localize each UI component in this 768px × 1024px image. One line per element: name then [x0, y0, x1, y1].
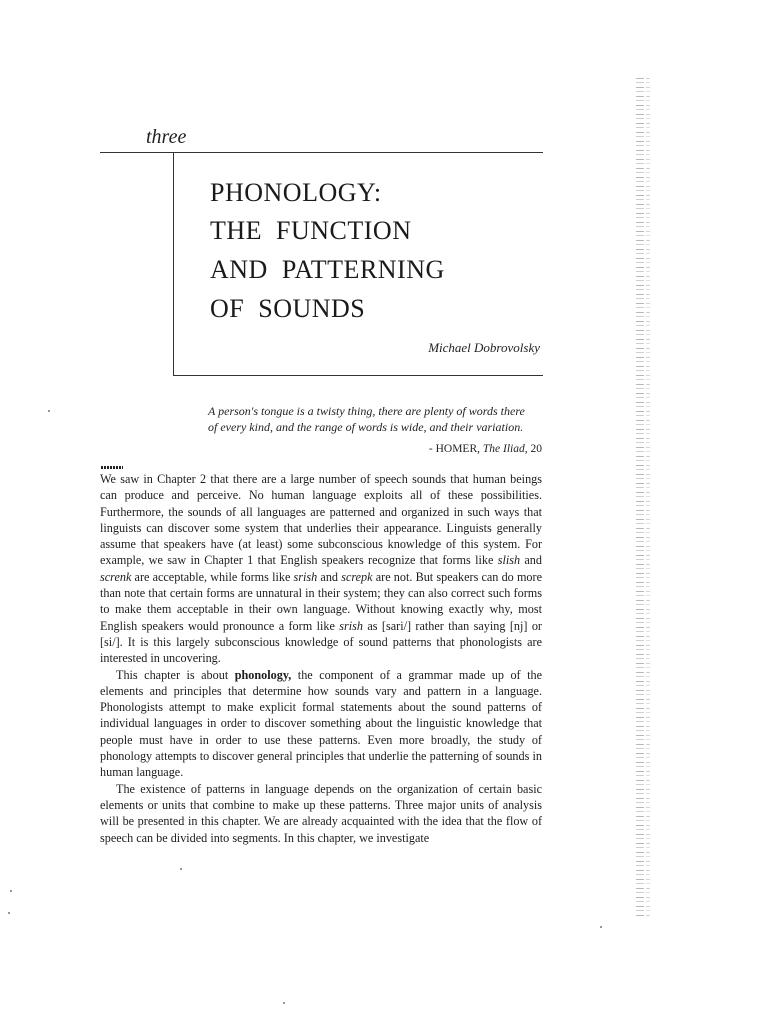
epigraph-line-1: A person's tongue is a twisty thing, there are plenty of words there: [208, 404, 525, 418]
epigraph-line-2: of every kind, and the range of words is wide, and their variation.: [208, 420, 524, 434]
keyword-phonology: phonology,: [234, 667, 292, 682]
epigraph-source: [429, 443, 542, 455]
scan-edge-artifact: [636, 78, 644, 918]
epigraph-quote: [208, 403, 538, 435]
scan-speck: [8, 912, 10, 914]
chapter-number: three: [146, 126, 187, 148]
chapter-title-line-3: AND PATTERNING: [210, 255, 445, 284]
chapter-title-line-4: OF SOUNDS: [210, 294, 366, 323]
chapter-author: Michael Dobrovolsky: [428, 340, 540, 355]
scan-speck: [48, 410, 50, 412]
chapter-body: [100, 471, 542, 846]
scan-speck: [180, 868, 182, 870]
epigraph-ref: 20: [527, 443, 542, 455]
scan-edge-artifact-2: [646, 78, 650, 918]
chapter-title-line-2: THE FUNCTION: [210, 216, 412, 245]
epigraph-author: - HOMER,: [428, 443, 483, 455]
chapter-title-line-1: PHONOLOGY:: [210, 178, 382, 207]
scan-speck: [10, 890, 12, 892]
body-paragraph-2: This chapter is about phonology, the component of a grammar made up of the elements and principles that determine how sounds vary and pattern in a language. Phonologists attempt to make explicit formal statements about the sound patterns of individual languages in order to discover something about the linguistic knowledge that people must have in order to use these patterns. Even more broadly, the study of phonology attempts to discover general principles that underlie the patterning of sounds in human language.: [100, 667, 543, 780]
scan-speck: [600, 926, 602, 928]
epigraph-work: The Iliad,: [482, 443, 528, 455]
body-paragraph-3: The existence of patterns in language depends on the organization of certain basic elements or units that combine to make up these patterns. Three major units of analysis will be presented in this chapter. We are already acquainted with the idea that the flow of speech can be divided into segments. In this chapter, we investigate: [100, 781, 542, 845]
scan-speck: [283, 1002, 285, 1004]
body-paragraph-1: We saw in Chapter 2 that there are a large number of speech sounds that human beings can produce and perceive. No human language exploits all of these possibilities. Furthermore, the sounds of all languages are patterned and organized in such ways that linguists can discover some system that underlies their appearance. Linguists generally assume that speakers have (at least) some subconscious knowledge of this system. For example, we saw in Chapter 1 that English speakers recognize that forms like slish and screnk are acceptable, while forms like srish and screpk are not. But speakers can do more than note that certain forms are unnatural in their system; they can also correct such forms to make them acceptable in their own language. Without knowing exactly why, most English speakers would pronounce a form like srish as [sari/] rather than saying [nj] or [si/]. It is this largely subconscious knowledge of sound patterns that phonologists are interested in uncovering.: [100, 472, 542, 666]
section-ornament: [101, 466, 123, 469]
